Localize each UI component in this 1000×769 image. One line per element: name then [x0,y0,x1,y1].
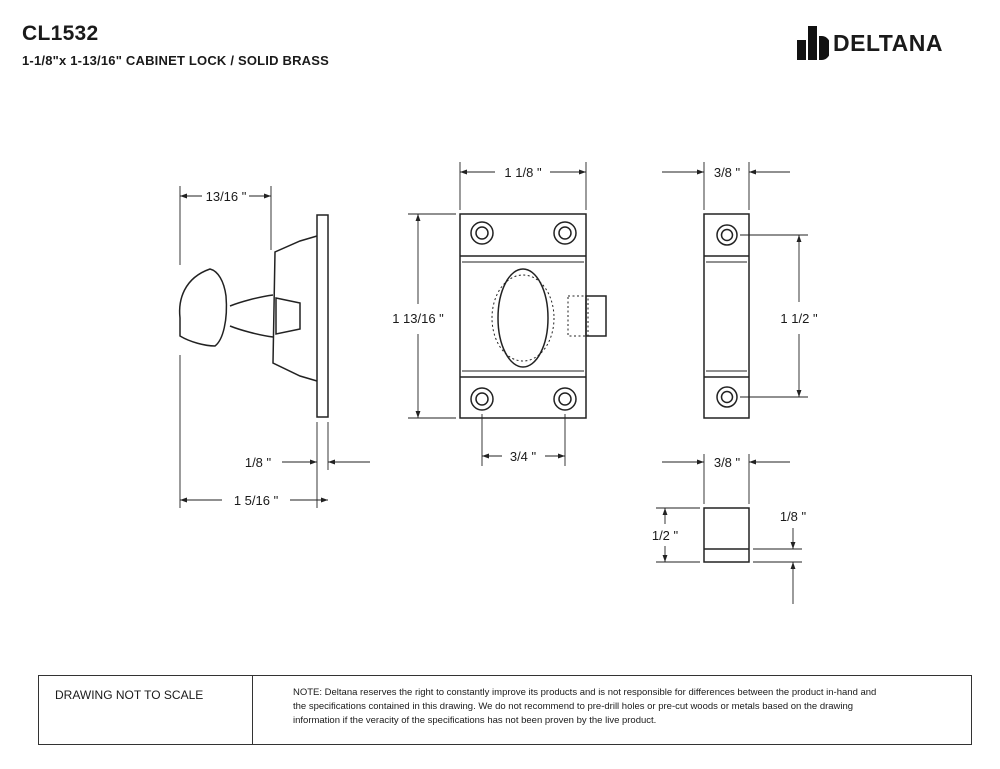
front-plate [460,214,586,418]
side-mounting-plate [317,215,328,417]
keeper-view [704,508,749,562]
dim-side-total-depth: 1 5/16 " [233,493,279,508]
front-bolt-hidden [568,296,588,336]
dim-keeper-lip: 1/8 " [779,509,807,524]
footer-notes [38,675,972,745]
brand-name: DELTANA [833,29,943,56]
disclaimer-line: information if the veracity of the specifications has not been proven by the live product. [293,715,657,726]
dimension-lines [180,162,808,604]
side-body [273,236,317,381]
side-view [180,215,328,417]
keeper-body [704,508,749,562]
front-screw-hole [471,222,493,244]
front-screw-hole [554,222,576,244]
dim-keeper-width: 3/8 " [713,455,741,470]
product-description: 1-1/8"x 1-13/16" CABINET LOCK / SOLID BRASS [22,53,329,68]
product-code: CL1532 [22,22,99,45]
dim-front-width: 1 1/8 " [504,165,542,180]
front-screw-hole [471,388,493,410]
edge-screw-hole [717,225,737,245]
side-cam [276,298,300,334]
side-knob-stem [230,295,273,337]
edge-screw-hole [717,387,737,407]
disclaimer-note [253,676,971,744]
dim-edge-width: 3/8 " [713,165,741,180]
front-knob-oval [498,269,548,367]
front-view [460,214,606,418]
dim-keeper-height: 1/2 " [651,528,679,543]
side-knob-head [180,269,227,346]
dim-side-plate-thickness: 1/8 " [244,455,272,470]
edge-view [704,214,749,418]
disclaimer-line: the specifications contained in this drawing. We do not recommend to pre-drill holes or pre-cut woods or metals based on the drawing [293,701,854,712]
dim-side-depth: 13/16 " [205,189,247,204]
disclaimer-line: NOTE: Deltana reserves the right to constantly improve its products and is not responsible for differences between the product in-hand and [293,687,877,698]
dim-edge-hole-spacing: 1 1/2 " [780,311,818,326]
front-bolt [586,296,606,336]
front-cam-hidden [492,275,554,361]
front-screw-hole [554,388,576,410]
scale-note: DRAWING NOT TO SCALE [39,676,253,744]
dim-front-hole-spacing: 3/4 " [509,449,537,464]
dim-front-height: 1 13/16 " [392,311,444,326]
